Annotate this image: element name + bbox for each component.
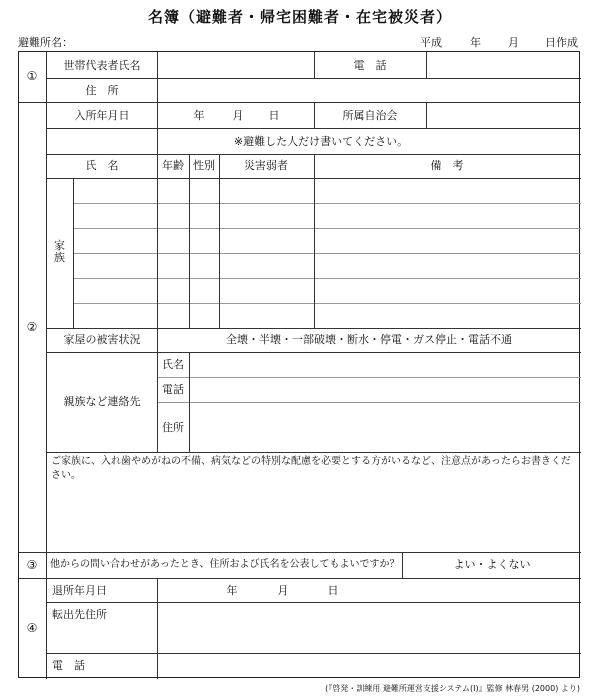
entry-year: 年: [193, 109, 205, 122]
exit-year: 年: [226, 584, 238, 597]
section-3-number: ③: [26, 558, 38, 572]
instruction-text: ※避難した人だけ書いてください。: [233, 135, 409, 148]
divider: [73, 253, 581, 254]
exit-month: 月: [277, 584, 289, 597]
date-suffix: 日作成: [545, 36, 578, 49]
divider: [189, 352, 190, 452]
divider: [219, 154, 220, 328]
divider: [19, 102, 581, 103]
divider: [46, 352, 581, 353]
divider: [46, 653, 581, 654]
divider: [19, 578, 581, 579]
entry-date-label: 入所年月日: [74, 109, 130, 122]
damage-label: 家屋の被害状況: [63, 333, 141, 346]
date-era: 平成: [420, 36, 442, 49]
relatives-label: 親族など連絡先: [63, 395, 141, 408]
exit-day: 日: [327, 584, 339, 597]
relative-address-label: 住所: [162, 421, 184, 434]
divider: [402, 552, 403, 578]
divider: [314, 102, 315, 128]
divider: [19, 552, 581, 553]
divider: [73, 203, 581, 204]
divider: [73, 303, 581, 304]
phone-label: 電 話: [353, 59, 387, 72]
divider: [157, 328, 158, 452]
family-label: 家族: [54, 239, 65, 265]
registration-form: [18, 51, 580, 678]
divider: [157, 578, 158, 679]
col-name: 氏 名: [85, 159, 119, 172]
disclosure-question: 他からの問い合わせがあったとき、住所および氏名を公表してもよいですか？: [50, 559, 400, 570]
divider: [73, 228, 581, 229]
relative-name-label: 氏名: [162, 358, 184, 371]
divider: [46, 128, 581, 129]
household-head-label: 世帯代表者氏名: [63, 59, 141, 72]
exit-phone-label: 電 話: [52, 659, 85, 672]
divider: [157, 402, 581, 403]
divider: [314, 154, 315, 328]
page-title: 名簿（避難者・帰宅困難者・在宅被災者）: [147, 8, 452, 26]
entry-month: 月: [232, 109, 244, 122]
divider: [426, 52, 427, 78]
col-notes: 備 考: [430, 159, 464, 172]
section-4-number: ④: [26, 621, 38, 635]
divider: [46, 452, 581, 453]
divider: [46, 602, 581, 603]
divider: [46, 328, 581, 329]
section-1-number: ①: [26, 69, 38, 83]
section-2-number: ②: [26, 320, 38, 334]
divider: [157, 154, 158, 328]
divider: [46, 78, 581, 79]
col-vulnerable: 災害弱者: [244, 159, 288, 172]
exit-date-label: 退所年月日: [52, 584, 107, 597]
divider: [46, 52, 47, 679]
divider: [314, 52, 315, 78]
col-age: 年齢: [162, 159, 184, 172]
divider: [189, 154, 190, 328]
disclosure-answer: よい・よくない: [453, 558, 531, 571]
shelter-name-label: 避難所名：: [18, 36, 73, 49]
divider: [157, 377, 581, 378]
relative-phone-label: 電話: [162, 383, 184, 396]
col-gender: 性別: [193, 159, 215, 172]
association-label: 所属自治会: [342, 109, 398, 122]
source-credit: (『啓発・訓練用 避難所運営支援システム(Ⅰ)』監修 林春男 (2000) より): [325, 684, 580, 693]
entry-day: 日: [268, 109, 280, 122]
date-month: 月: [508, 36, 519, 49]
address-label: 住 所: [85, 84, 119, 97]
date-year: 年: [470, 36, 481, 49]
damage-options: 全壊・半壊・一部破壊・断水・停電・ガス停止・電話不通: [226, 333, 512, 346]
special-care-notes: ご家族に、入れ歯やめがねの不備、病気などの特別な配慮を必要とする方がいるなど、注意点があったらお書きください。: [51, 456, 571, 481]
forward-address-label: 転出先住所: [52, 608, 107, 621]
divider: [73, 278, 581, 279]
divider: [426, 102, 427, 128]
divider: [73, 178, 74, 328]
